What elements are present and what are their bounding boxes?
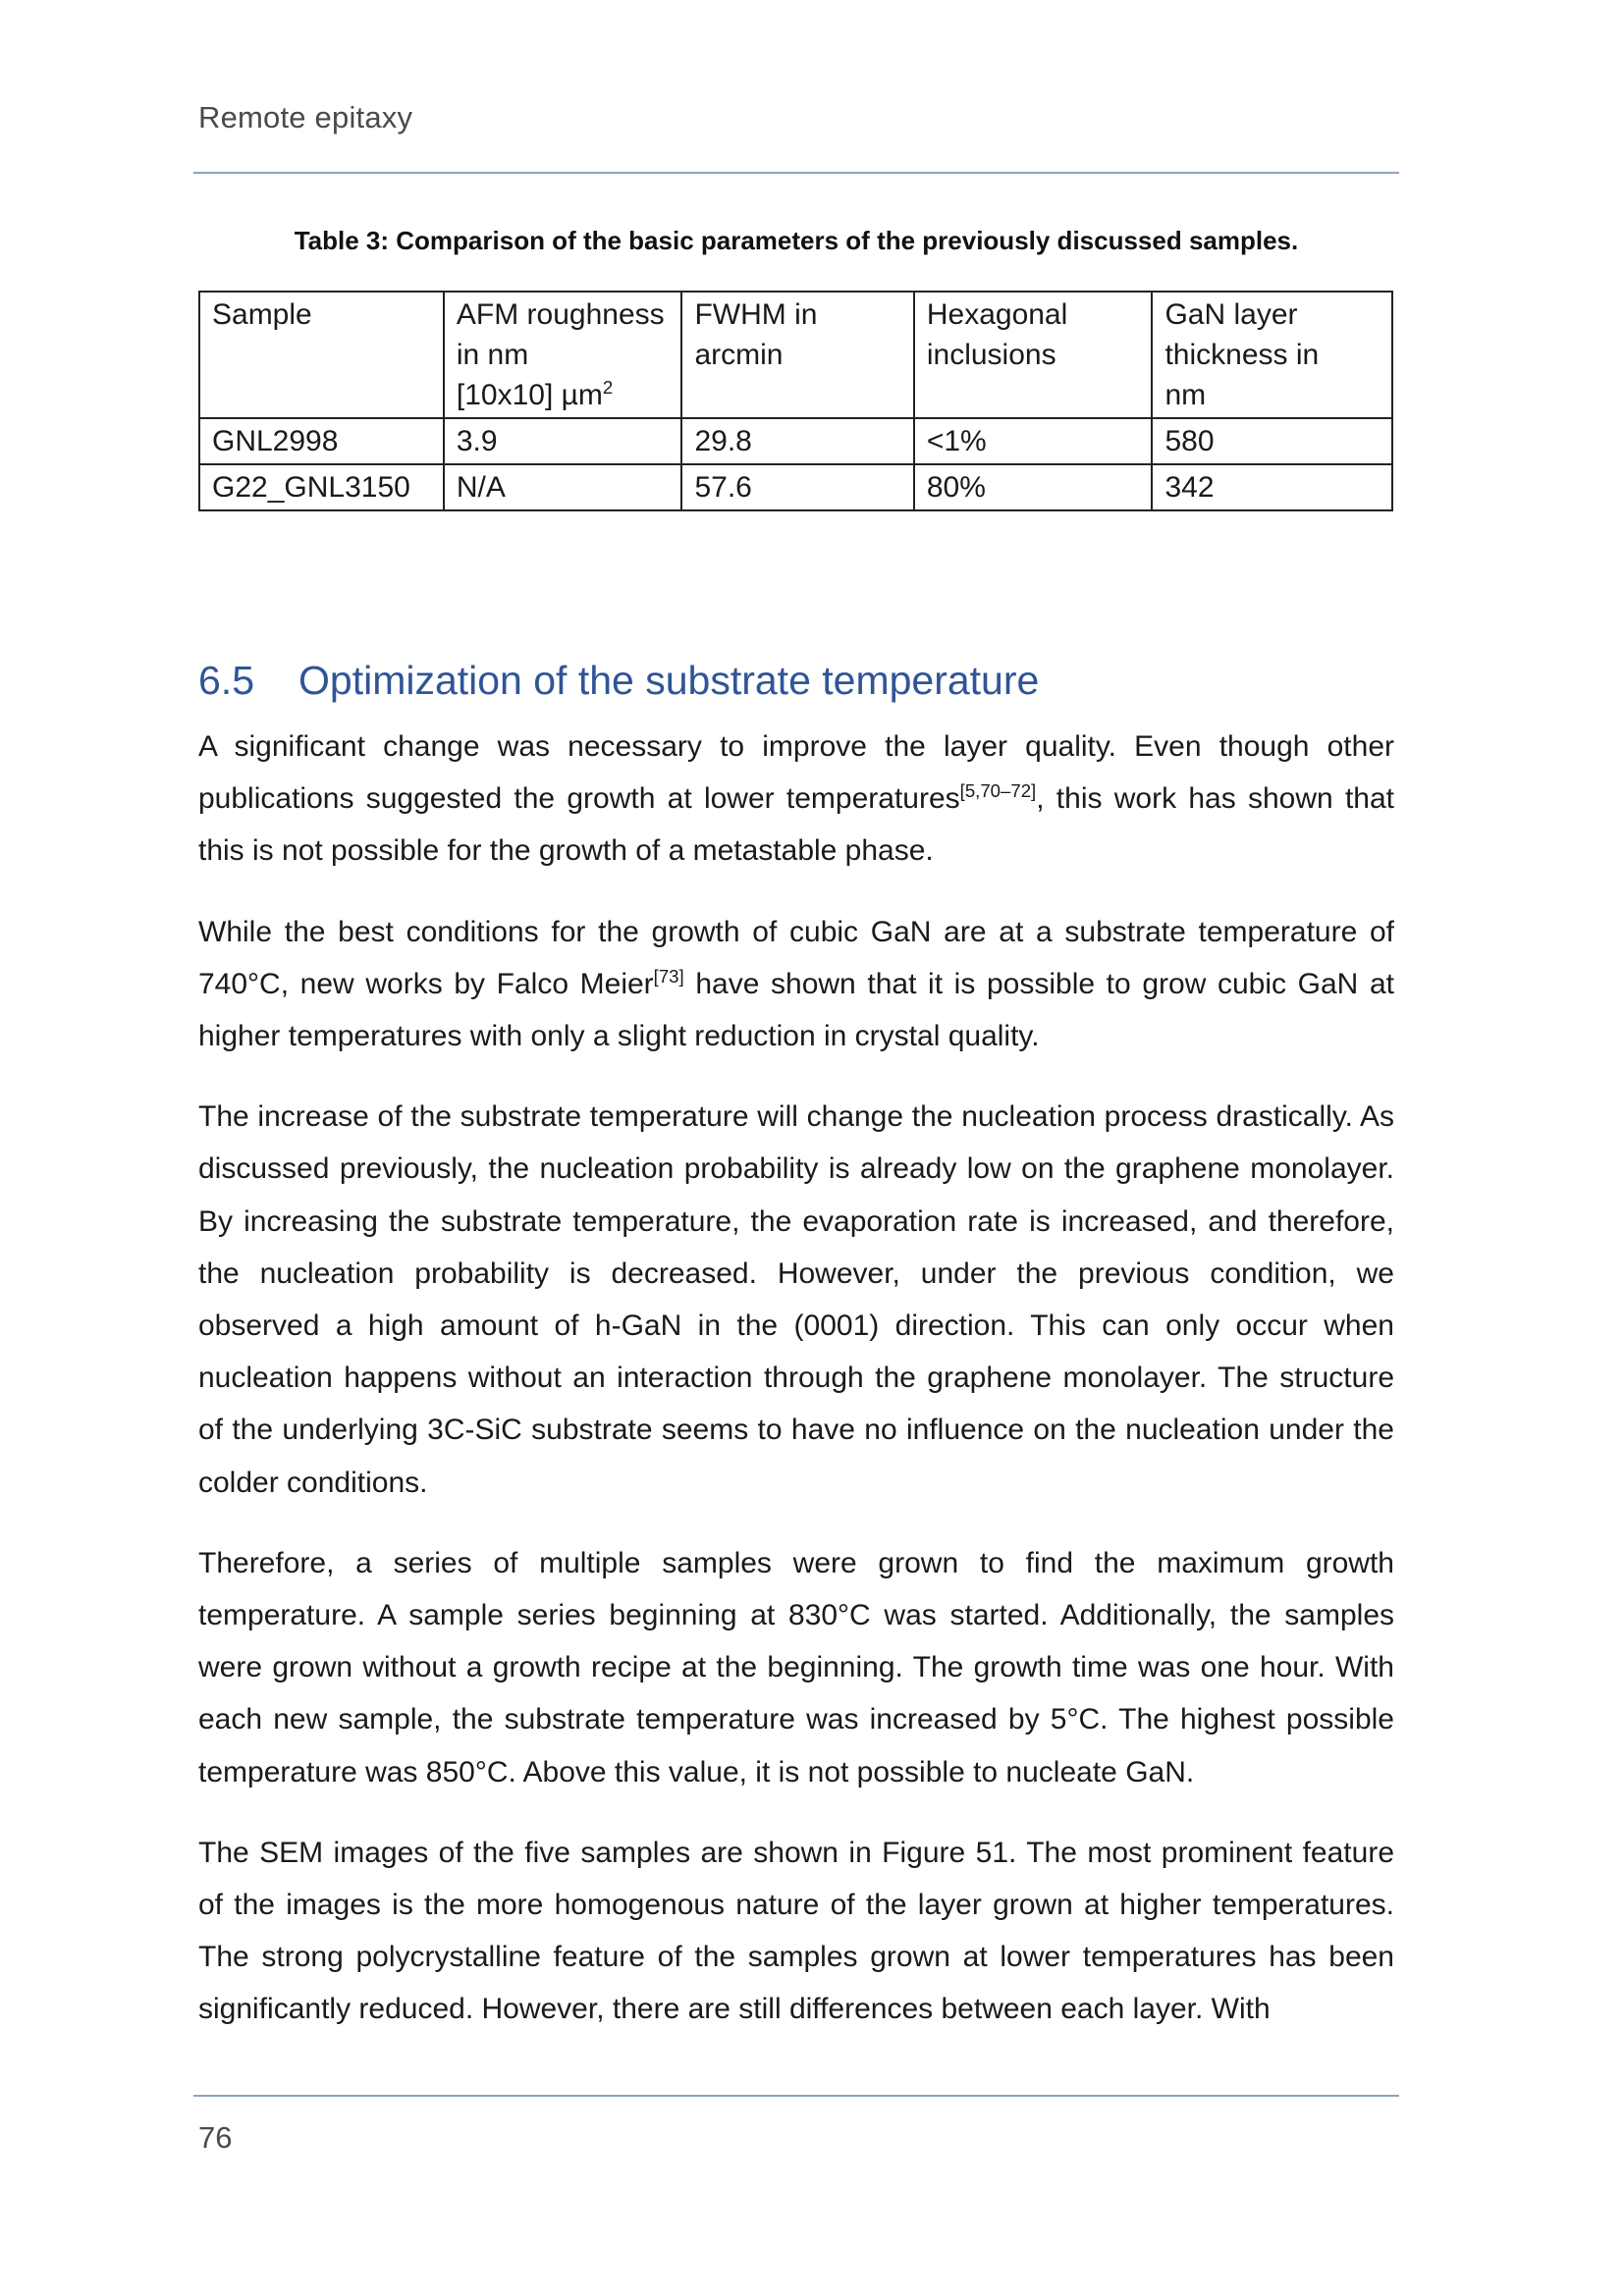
table-caption: Table 3: Comparison of the basic parameters of the previously discussed samples.	[294, 226, 1299, 255]
unit-superscript: 2	[602, 377, 614, 398]
header-line: Sample	[212, 298, 312, 331]
table-cell: GNL2998	[199, 418, 444, 464]
table-cell: 580	[1152, 418, 1392, 464]
header-line: AFM roughness	[456, 298, 665, 331]
table-cell: 57.6	[681, 464, 913, 510]
paragraph-text: have shown that it is possible to grow cubic GaN at higher temperatures with only a slight reduction in crystal quality.	[198, 967, 1394, 1053]
table-cell: N/A	[444, 464, 682, 510]
header-line: GaN layer	[1164, 298, 1298, 331]
column-header-sample	[199, 292, 444, 418]
header-line: in nm	[456, 339, 529, 371]
table-cell: 80%	[914, 464, 1153, 510]
table-cell: 3.9	[444, 418, 682, 464]
header-line: FWHM in	[694, 298, 818, 331]
footer-rule	[193, 2095, 1399, 2097]
table-row	[199, 418, 1392, 464]
parameters-table	[198, 291, 1393, 511]
column-header-hexagonal-inclusions	[914, 292, 1153, 418]
paragraph: The increase of the substrate temperature will change the nucleation process drastically. As discussed previously, the nucleation probability is already low on the graphene monolayer. By increasing the substrate temperature, the evaporation rate is increased, and therefore, the nucleation probability is decreased. However, under the previous condition, we observed a high amount of h-GaN in the (0001) direction. This can only occur when nucleation happens without an interaction through the graphene monolayer. The structure of the underlying 3C-SiC substrate seems to have no influence on the nucleation under the colder conditions.	[198, 1100, 1394, 1499]
citation: [5,70–72]	[959, 780, 1037, 802]
table-row	[199, 464, 1392, 510]
table-cell: 342	[1152, 464, 1392, 510]
unit-text: [10x10] µm	[456, 379, 603, 411]
page-number: 76	[198, 2120, 233, 2155]
paragraph-text: A significant change was necessary to improve the layer quality. Even though other publications suggested the growth at lower temperatures	[198, 730, 1394, 816]
section-title: Optimization of the substrate temperature	[298, 658, 1040, 703]
header-line: nm	[1164, 379, 1207, 411]
header-line: thickness in	[1164, 339, 1320, 371]
header-line: Hexagonal	[926, 298, 1068, 331]
table-cell: 29.8	[681, 418, 913, 464]
paragraph	[198, 906, 1394, 1063]
body-text	[198, 721, 1394, 2064]
citation: [73]	[653, 965, 684, 987]
paragraph-text: , this work has shown that this is not possible for the growth of a metastable phase.	[198, 782, 1394, 868]
column-header-afm-roughness	[444, 292, 682, 418]
running-head: Remote epitaxy	[198, 100, 413, 134]
table-cell: <1%	[914, 418, 1153, 464]
header-line: arcmin	[694, 339, 784, 371]
section-number: 6.5	[198, 658, 254, 703]
column-header-fwhm	[681, 292, 913, 418]
paragraph: Therefore, a series of multiple samples were grown to find the maximum growth temperature. A sample series beginning at 830°C was started. Additionally, the samples were grown without a growth recipe at the beginning. The growth time was one hour. With each new sample, the substrate temperature was increased by 5°C. The highest possible temperature was 850°C. Above this value, it is not possible to nucleate GaN.	[198, 1546, 1394, 1789]
table-header-row	[199, 292, 1392, 418]
header-unit-line	[457, 375, 670, 415]
header-line: inclusions	[926, 339, 1056, 371]
paragraph-text: While the best conditions for the growth of cubic GaN are at a substrate temperature of 740°C, new works by Falco Meier	[198, 915, 1394, 1000]
table-cell: G22_GNL3150	[199, 464, 444, 510]
header-rule	[193, 172, 1399, 174]
column-header-gan-thickness	[1152, 292, 1392, 418]
paragraph: The SEM images of the five samples are shown in Figure 51. The most prominent feature of the images is the more homogenous nature of the layer grown at higher temperatures. The strong polycrystalline feature of the samples grown at lower temperatures has been significantly reduced. However, there are still differences between each layer. With	[198, 1836, 1394, 2026]
section-heading	[198, 658, 1039, 704]
paragraph	[198, 721, 1394, 878]
